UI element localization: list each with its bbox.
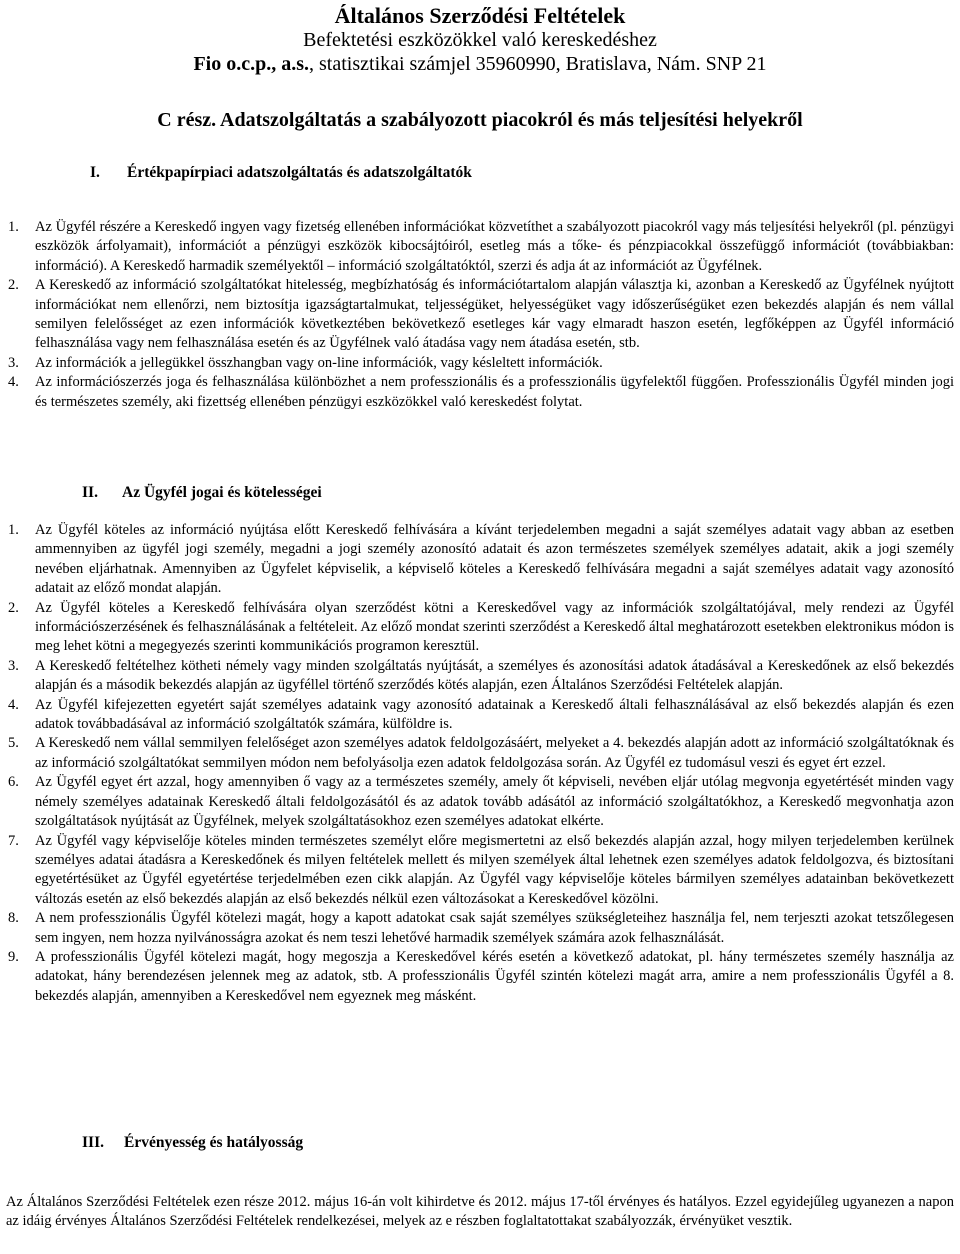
item-number: 5. (8, 735, 19, 752)
item-number: 2. (8, 277, 19, 294)
company-details: , statisztikai számjel 35960990, Bratislava, Nám. SNP 21 (309, 53, 767, 75)
item-text: A Kereskedő feltételhez kötheti némely vagy minden szolgáltatás nyújtását, a személyes és azonosítási adatok átadásával a Kereskedőnek az első bekezdés alapján és a második bekezdés alapján az ügyféllel történő szerződés kötés alapján, ezen Általános Szerződési Feltételek alapján. (35, 657, 954, 694)
item-text: A nem professzionális Ügyfél kötelezi magát, hogy a kapott adatokat csak saját személyes szükségleteihez használja fel, nem terjeszti azokat tetszőlegesen sem ingyen, nem hozza nyilvánosságra azokat és nem teszi lehetővé harmadik személyek számára azok felhasználását. (35, 910, 954, 946)
list-item (6, 734, 954, 773)
item-number: 4. (8, 696, 19, 713)
section-1-list (6, 218, 954, 412)
item-text: Az Ügyfél köteles a Kereskedő felhívására olyan szerződést kötni a Kereskedővel vagy az információk szolgáltatójával, mely rendezi az Ügyfél információszerzésének és felhasználásának a feltételeit. Az előző mondat szerinti szerződést a Kereskedő által meghatározott esetekben elektronikus módon is meg lehet kötni a megegyezés szerinti kommunikációs programon keresztül. (35, 599, 954, 655)
item-text: Az Ügyfél vagy képviselője köteles minden természetes személyt előre megismertetni az első bekezdés alapján azzal, hogy milyen terjedelemben kerülnek személyes adatai átadásra a Kereskedőnek és milyen feltételek mellett és milyen személyek által lehetnek ezen személyes adatok feldolgozva, és biztosítani egyetértésüket az Ügyfél egyetértése terjedelmében ezen cikk alapján. Az Ügyfél vagy képviselője köteles bármilyen személyes adatainban bekövetkezett változás esetén az első bekezdés alapján az első bekezdés nélkül ezen változásokat a Kereskedővel közölni. (35, 832, 954, 907)
item-number: 3. (8, 657, 19, 674)
item-number: 1. (8, 522, 19, 538)
item-text: Az Ügyfél köteles az információ nyújtása előtt Kereskedő felhívására a kívánt terjedelemben megadni a saját személyes adatait vagy abban az esetben ammennyiben az ügyfél jogi személy, megadni a jogi személy azonosító adatait és azon természetes személyek személyes adatait, akik a jogi személy nevében eljárhatnak. Amennyiben az Ügyfelet képviselik, a képviselő köteles a Kereskedő felhívására megadni a saját személyes adatait vagy azonosító adatait az előző mondat alapján. (35, 522, 954, 597)
item-text: A Kereskedő az információ szolgáltatókat hitelesség, megbízhatóság és információtartalom alapján választja ki, azonban a Kereskedő az Ügyfélnek nyújtott információkat nem ellenőrzi, nem biztosítja igazságtartalmukat, teljességüket, helyességüket vagy időszerűségüket ezen bekezdés alapján és nem vállal semilyen felelősséget az ezen információk következtében bekövetkező esetleges kár vagy elmaradt haszon esetén, legfőképpen az Ügyfél információ felhasználása vagy nem felhasználása esetén és az Ügyfélnek való átadása vagy nem átadása esetén, stb. (35, 277, 954, 352)
section-heading-1 (90, 164, 472, 182)
list-item (6, 373, 954, 412)
list-item (6, 909, 954, 948)
list-item (6, 218, 954, 276)
validity-paragraph: Az Általános Szerződési Feltételek ezen része 2012. május 16-án volt kihirdetve és 2012. május 17-től érvényes és hatályos. Ezzel egyidejűleg ugyanezen a napon az idáig érvényes Általános Szerződési Feltételek rendelkezései, melyek az e részben foglaltatottakat szabályozzák, érvényüket vesztik. (6, 1194, 954, 1230)
document-title: Általános Szerződési Feltételek (334, 3, 626, 28)
section-number: III. (82, 1134, 104, 1151)
list-item (6, 696, 954, 735)
item-number: 9. (8, 948, 19, 965)
list-item (6, 657, 954, 696)
item-number: 2. (8, 599, 19, 616)
item-text: A professzionális Ügyfél kötelezi magát, hogy megoszja a Kereskedővel kérés esetén a következő adatokat, pl. hány természetes személy használja az adatokat, hány berendezésen jelennek meg az adatok, stb. A professzionális Ügyfél szintén kötelezi magát arra, amire a nem professzionális Ügyfél a 8. bekezdés alapján, amennyiben a Kereskedővel nem egyeznek meg másként. (35, 948, 954, 1004)
list-item (6, 948, 954, 1006)
section-title: Az Ügyfél jogai és kötelességei (122, 484, 322, 501)
document-subtitle: Befektetési eszközökkel való kereskedéshez (303, 29, 657, 51)
list-item (6, 773, 954, 831)
list-item (6, 276, 954, 354)
item-number: 3. (8, 354, 19, 371)
list-item (6, 599, 954, 657)
list-item (6, 832, 954, 910)
section-title: Érvényesség és hatályosság (124, 1134, 304, 1151)
item-number: 1. (8, 219, 19, 235)
list-item (6, 354, 954, 373)
item-number: 7. (8, 832, 19, 849)
section-heading-2 (82, 484, 322, 502)
item-number: 6. (8, 774, 19, 791)
company-name: Fio o.c.p., a.s. (193, 53, 310, 75)
part-heading: C rész. Adatszolgáltatás a szabályozott piacokról és más teljesítési helyekről (157, 109, 803, 131)
section-title: Értékpapírpiaci adatszolgáltatás és adatszolgáltatók (127, 164, 472, 181)
item-number: 8. (8, 910, 19, 927)
item-text: Az információszerzés joga és felhasználása különbözhet a nem professzionális és a professzionális ügyfelektől függően. Professzionális Ügyfél minden jogi és természetes személy, aki fizettség ellenében pénzügyi eszközökkel való kereskedést folytat. (35, 374, 954, 410)
section-number: II. (82, 484, 98, 501)
section-2-list (6, 521, 954, 1006)
company-line (0, 52, 960, 76)
item-text: A Kereskedő nem vállal semmilyen felelőséget azon személyes adatok feldolgozásáért, melyeket a 4. bekezdés alapján adott az információ szolgáltatóknak és az információ szolgáltatókat semmilyen módon nem befolyásolja ezen adatok feldolgozása során. Az Ügyfél ez tudomásul veszi és egyet ért ezzel. (35, 735, 954, 771)
document-header (0, 4, 960, 132)
item-text: Az Ügyfél részére a Kereskedő ingyen vagy fizetség ellenében információkat közvetíthet a szabályozott piacokról vagy más teljesítési helyekről (pl. pénzügyi eszközök árfolyamait), információt a pénzügyi eszközök kibocsájtóiról, esetleg más a tőke- és pénzpiacokkal összefüggő információt (továbbiakban: információ). A Kereskedő harmadik személyektől – információ szolgáltatóktól, szerzi és adja át az információt az Ügyfélnek. (35, 219, 954, 274)
item-text: Az Ügyfél kifejezetten egyetért saját személyes adataink vagy azonosító adatainak a Kereskedő általi felhasználásával az első bekezdés alapján és ezen adatok továbbadásával az információ szolgáltatók számára, külföldre is. (35, 696, 954, 733)
section-number: I. (90, 164, 100, 181)
list-item (6, 521, 954, 599)
item-text: Az Ügyfél egyet ért azzal, hogy amennyiben ő vagy az a természetes személy, amely őt képviseli, nevében eljár utólag megvonja egyetértését minden vagy némely személyes adatainak Kereskedő általi feldolgozásától és az adatok tovább adásától az információ szolgáltatókhoz, a Kereskedő megvonhatja azon szolgáltatások nyújtását az Ügyfélnek, melyek szolgáltatásokhoz ezen személyes adatokat elkérte. (35, 774, 954, 830)
item-text: Az információk a jellegükkel összhangban vagy on-line információk, vagy késleltett információk. (35, 354, 603, 371)
item-number: 4. (8, 374, 19, 391)
section-heading-3 (82, 1134, 303, 1152)
